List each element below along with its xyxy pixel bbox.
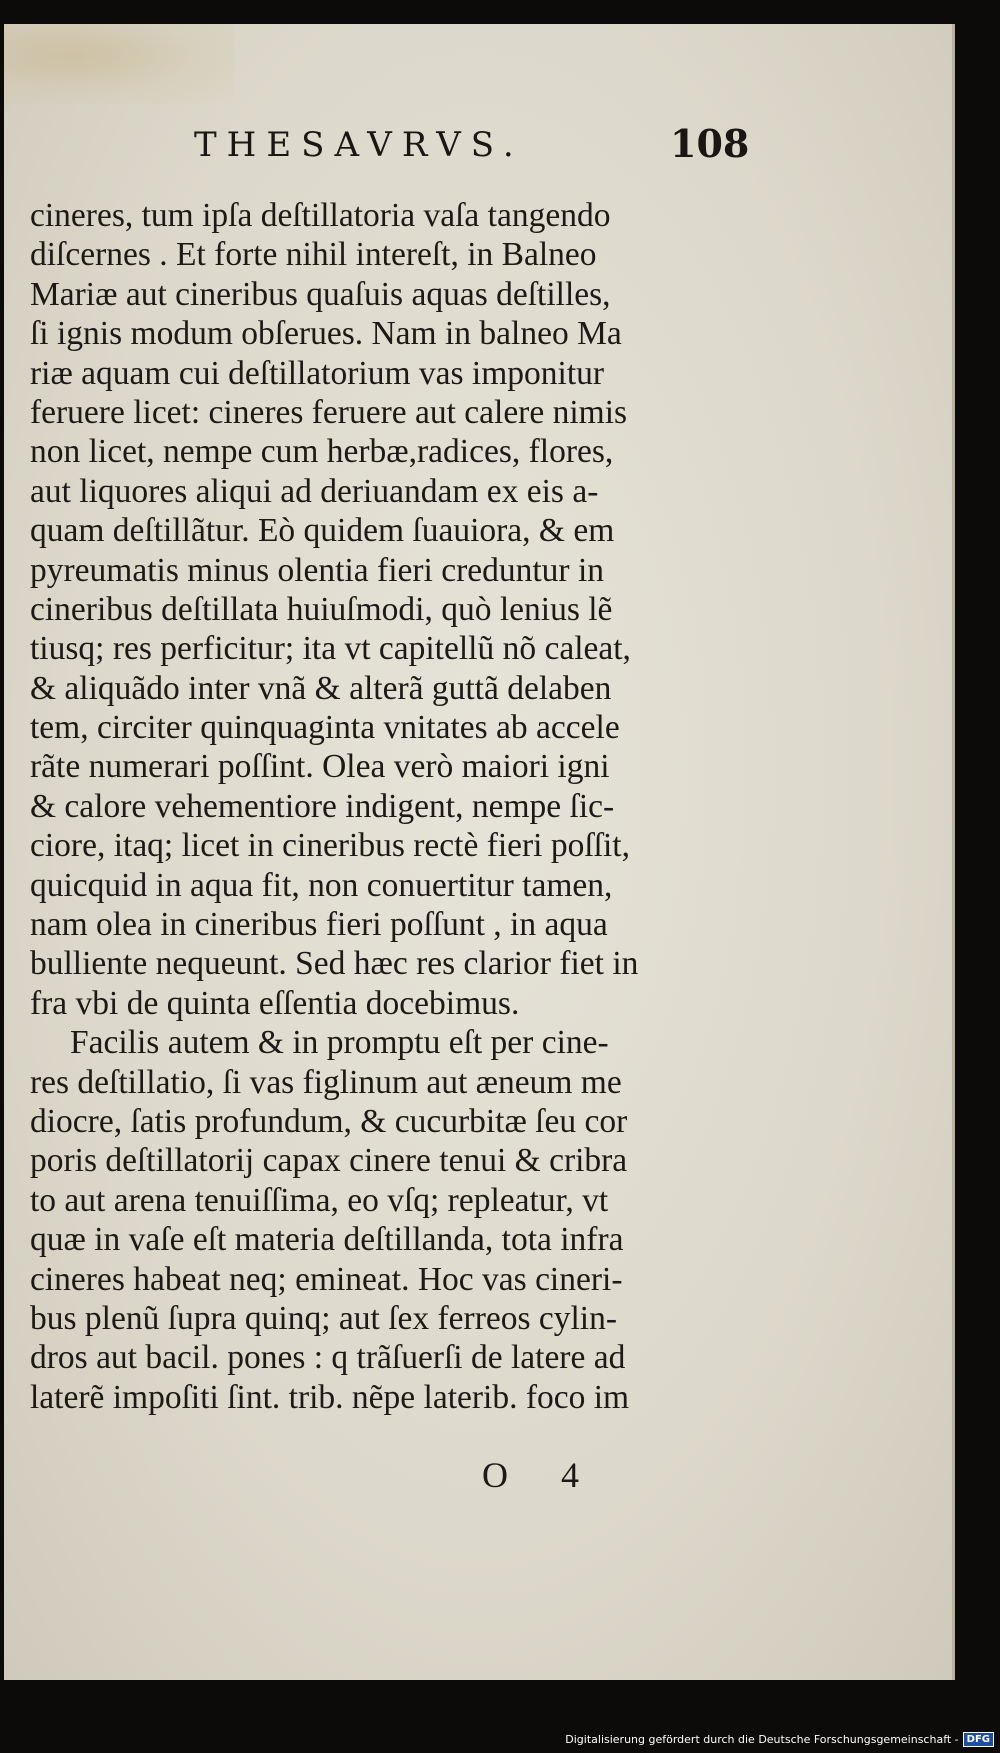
page-stain — [4, 24, 234, 104]
text-line: poris deſtillatorij capax cinere tenui & cribra — [30, 1142, 628, 1180]
text-line: tiusq; res perficitur; ita vt capitellũ nõ caleat, — [30, 630, 631, 668]
text-line: riæ aquam cui deſtillatorium vas imponitur — [30, 354, 605, 392]
text-line: fra vbi de quinta eſſentia docebimus. — [30, 984, 520, 1022]
body-text — [30, 196, 730, 1417]
text-line: cineres habeat neq; emineat. Hoc vas cineri- — [30, 1260, 623, 1298]
text-line: quam deſtillãtur. Eò quidem ſuauiora, & em — [30, 512, 615, 550]
text-line: rãte numerari poſſint. Olea verò maiori igni — [30, 748, 610, 786]
digitization-footer — [565, 1729, 994, 1749]
running-head-title: THESAVRVS. — [194, 125, 524, 165]
text-line: quæ in vaſe eſt materia deſtillanda, tota infra — [30, 1221, 624, 1259]
text-line: res deſtillatio, ſi vas figlinum aut æneum me — [30, 1063, 622, 1101]
book-page — [4, 24, 955, 1680]
running-head — [4, 117, 952, 177]
text-line: feruere licet: cineres feruere aut calere nimis — [30, 393, 628, 431]
text-line: dros aut bacil. pones : q trãſuerſi de latere ad — [30, 1339, 626, 1377]
text-line: Mariæ aut cineribus quaſuis aquas deſtilles, — [30, 275, 611, 313]
text-line: & calore vehementiore indigent, nempe ſic- — [30, 787, 615, 825]
text-line: laterẽ impoſiti ſint. trib. nẽpe laterib. foco im — [30, 1378, 630, 1416]
text-line: nam olea in cineribus fieri poſſunt , in aqua — [30, 906, 608, 944]
text-line: to aut arena tenuiſſima, eo vſq; repleatur, vt — [30, 1181, 609, 1219]
text-line: non licet, nempe cum herbæ,radices, flores, — [30, 433, 614, 471]
text-line: aut liquores aliqui ad deriuandam ex eis a- — [30, 472, 599, 510]
text-line: bus plenũ ſupra quinq; aut ſex ferreos cylin- — [30, 1299, 618, 1337]
text-line: ſi ignis modum obſerues. Nam in balneo Ma — [30, 315, 622, 353]
text-line: tem, circiter quinquaginta vnitates ab accele — [30, 709, 620, 747]
text-line: bulliente nequeunt. Sed hæc res clarior fiet in — [30, 945, 639, 983]
text-line: cineres, tum ipſa deſtillatoria vaſa tangendo — [30, 197, 611, 234]
text-line: pyreumatis minus olentia fieri creduntur in — [30, 551, 604, 589]
text-line: diſcernes . Et forte nihil intereſt, in Balneo — [30, 236, 597, 274]
text-line: ciore, itaq; licet in cineribus rectè fieri poſſit, — [30, 827, 630, 865]
text-line: quicquid in aqua fit, non conuertitur tamen, — [30, 866, 613, 904]
page-number: 108 — [670, 121, 750, 166]
text-line: cineribus deſtillata huiuſmodi, quò lenius lẽ — [30, 590, 613, 628]
text-line: & aliquãdo inter vnã & alterã guttã delaben — [30, 669, 612, 707]
text-line: diocre, ſatis profundum, & cucurbitæ ſeu cor — [30, 1102, 628, 1140]
dfg-logo-icon: DFG — [963, 1732, 994, 1747]
signature-mark: O 4 — [482, 1455, 601, 1495]
footer-text: Digitalisierung gefördert durch die Deutsche Forschungsgemeinschaft - — [565, 1732, 959, 1746]
text-line-paragraph-start: Facilis autem & in promptu eſt per cine- — [70, 1024, 609, 1062]
